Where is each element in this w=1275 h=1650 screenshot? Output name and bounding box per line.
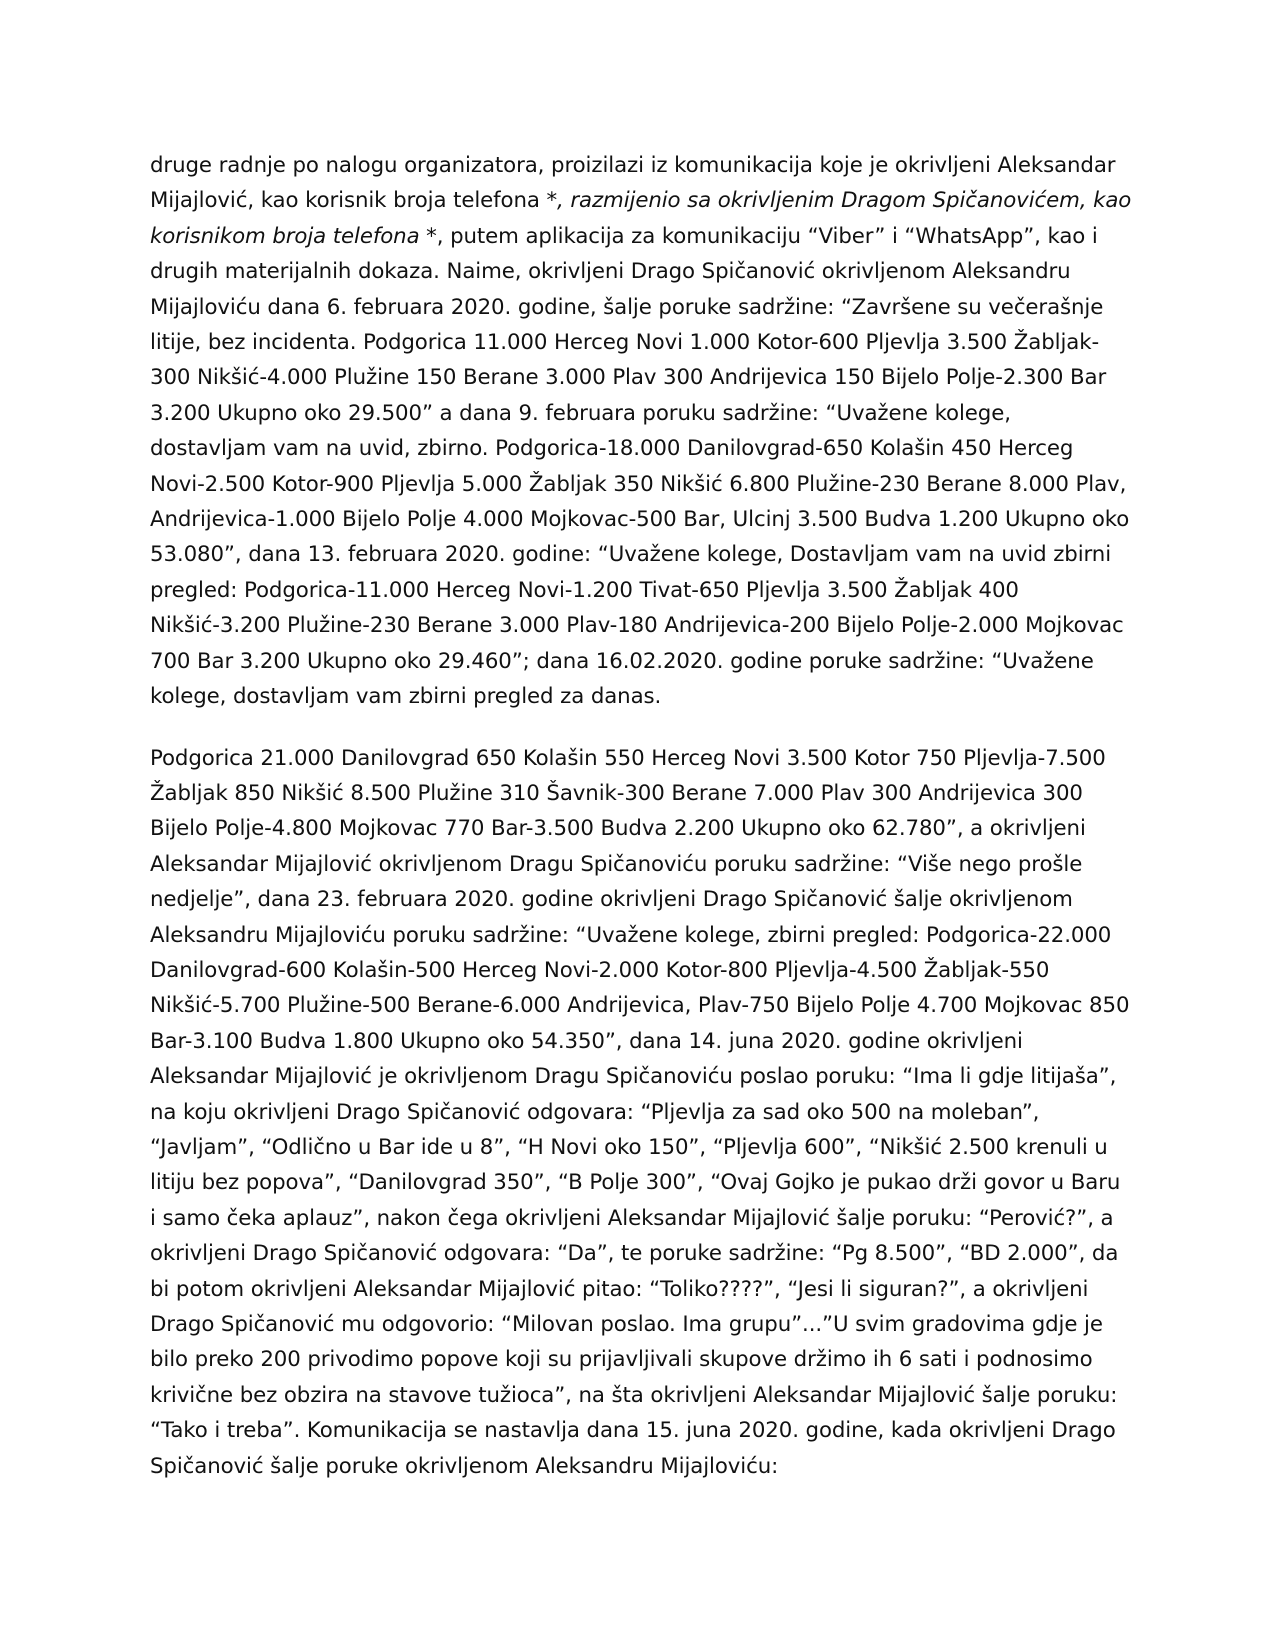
paragraph-2: Podgorica 21.000 Danilovgrad 650 Kolašin 550 Herceg Novi 3.500 Kotor 750 Pljevlja-7.500 Žabljak 850 Nikšić 8.500 Plužine 310 Šavnik-300 Berane 7.000 Plav 300 Andrijevica 300 Bijelo Polje-4.800 Mojkovac 770 Bar-3.500 Budva 2.200 Ukupno oko 62.780”, a okrivljeni Aleksandar Mijajlović okrivljenom Dragu Spičanoviću poruku sadržine: “Više nego prošle nedjelje”, dana 23. februara 2020. godine okrivljeni Drago Spičanović šalje okrivljenom Aleksandru Mijajloviću poruku sadržine: “Uvažene kolege, zbirni pregled: Podgorica-22.000 Danilovgrad-600 Kolašin-500 Herceg Novi-2.000 Kotor-800 Pljevlja-4.500 Žabljak-550 Nikšić-5.700 Plužine-500 Berane-6.000 Andrijevica, Plav-750 Bijelo Polje 4.700 Mojkovac 850 Bar-3.100 Budva 1.800 Ukupno oko 54.350”, dana 14. juna 2020. godine okrivljeni Aleksandar Mijajlović je okrivljenom Dragu Spičanoviću poslao poruku: “Ima li gdje litijaša”, na koju okrivljeni Drago Spičanović odgovara: “Pljevlja za sad oko 500 na moleban”, “Javljam”, “Odlično u Bar ide u 8”, “H Novi oko 150”, “Pljevlja 600”, “Nikšić 2.500 krenuli u litiju bez popova”, “Danilovgrad 350”, “B Polje 300”, “Ovaj Gojko je pukao drži govor u Baru i samo čeka aplauz”, nakon čega okrivljeni Aleksandar Mijajlović šalje poruku: “Perović?”, a okrivljeni Drago Spičanović odgovara: “Da”, te poruke sadržine: “Pg 8.500”, “BD 2.000”, da bi potom okrivljeni Aleksandar Mijajlović pitao: “Toliko????”, “Jesi li siguran?”, a okrivljeni Drago Spičanović mu odgovorio: “Milovan poslao. Ima grupu”...”U svim gradovima gdje je bilo preko 200 privodimo popove koji su prijavljivali skupove držimo ih 6 sati i podnosimo krivične bez obzira na stavove tužioca”, na šta okrivljeni Aleksandar Mijajlović šalje poruku: “Tako i treba”. Komunikacija se nastavlja dana 15. juna 2020. godine, kada okrivljeni Drago Spičanović šalje poruke okrivljenom Aleksandru Mijajloviću: <box>150 745 1130 1479</box>
paragraph-1-text-c: , putem aplikacija za komunikaciju “Viber” i “WhatsApp”, kao i drugih materijalnih dokaza. Naime, okrivljeni Drago Spičanović okrivljenom Aleksandru Mijajloviću dana 6. februara 2020. godine, šalje poruke sadržine: “Završene su večerašnje litije, bez incidenta. Podgorica 11.000 Herceg Novi 1.000 Kotor-600 Pljevlja 3.500 Žabljak-300 Nikšić-4.000 Plužine 150 Berane 3.000 Plav 300 Andrijevica 150 Bijelo Polje-2.300 Bar 3.200 Ukupno oko 29.500” a dana 9. februara poruku sadržine: “Uvažene kolege, dostavljam vam na uvid, zbirno. Podgorica-18.000 Danilovgrad-650 Kolašin 450 Herceg Novi-2.500 Kotor-900 Pljevlja 5.000 Žabljak 350 Nikšić 6.800 Plužine-230 Berane 8.000 Plav, Andrijevica-1.000 Bijelo Polje 4.000 Mojkovac-500 Bar, Ulcinj 3.500 Budva 1.200 Ukupno oko 53.080”, dana 13. februara 2020. godine: “Uvažene kolege, Dostavljam vam na uvid zbirni pregled: Podgorica-11.000 Herceg Novi-1.200 Tivat-650 Pljevlja 3.500 Žabljak 400 Nikšić-3.200 Plužine-230 Berane 3.000 Plav-180 Andrijevica-200 Bijelo Polje-2.000 Mojkovac 700 Bar 3.200 Ukupno oko 29.460”; dana 16.02.2020. godine poruke sadržine: “Uvažene kolege, dostavljam vam zbirni pregled za danas. <box>150 223 1130 710</box>
paragraph-1-italic-text: , razmijenio sa okrivljenim Dragom Spičanovićem, kao korisnikom broja telefona * <box>150 188 1132 249</box>
paragraph-1-text-a: druge radnje po nalogu organizatora, proizilazi iz komunikacija koje je okrivljeni Aleksandar Mijajlović, kao korisnik broja telefona * <box>150 153 1116 214</box>
document-page <box>150 148 1132 1484</box>
paragraph-1 <box>150 148 1132 715</box>
